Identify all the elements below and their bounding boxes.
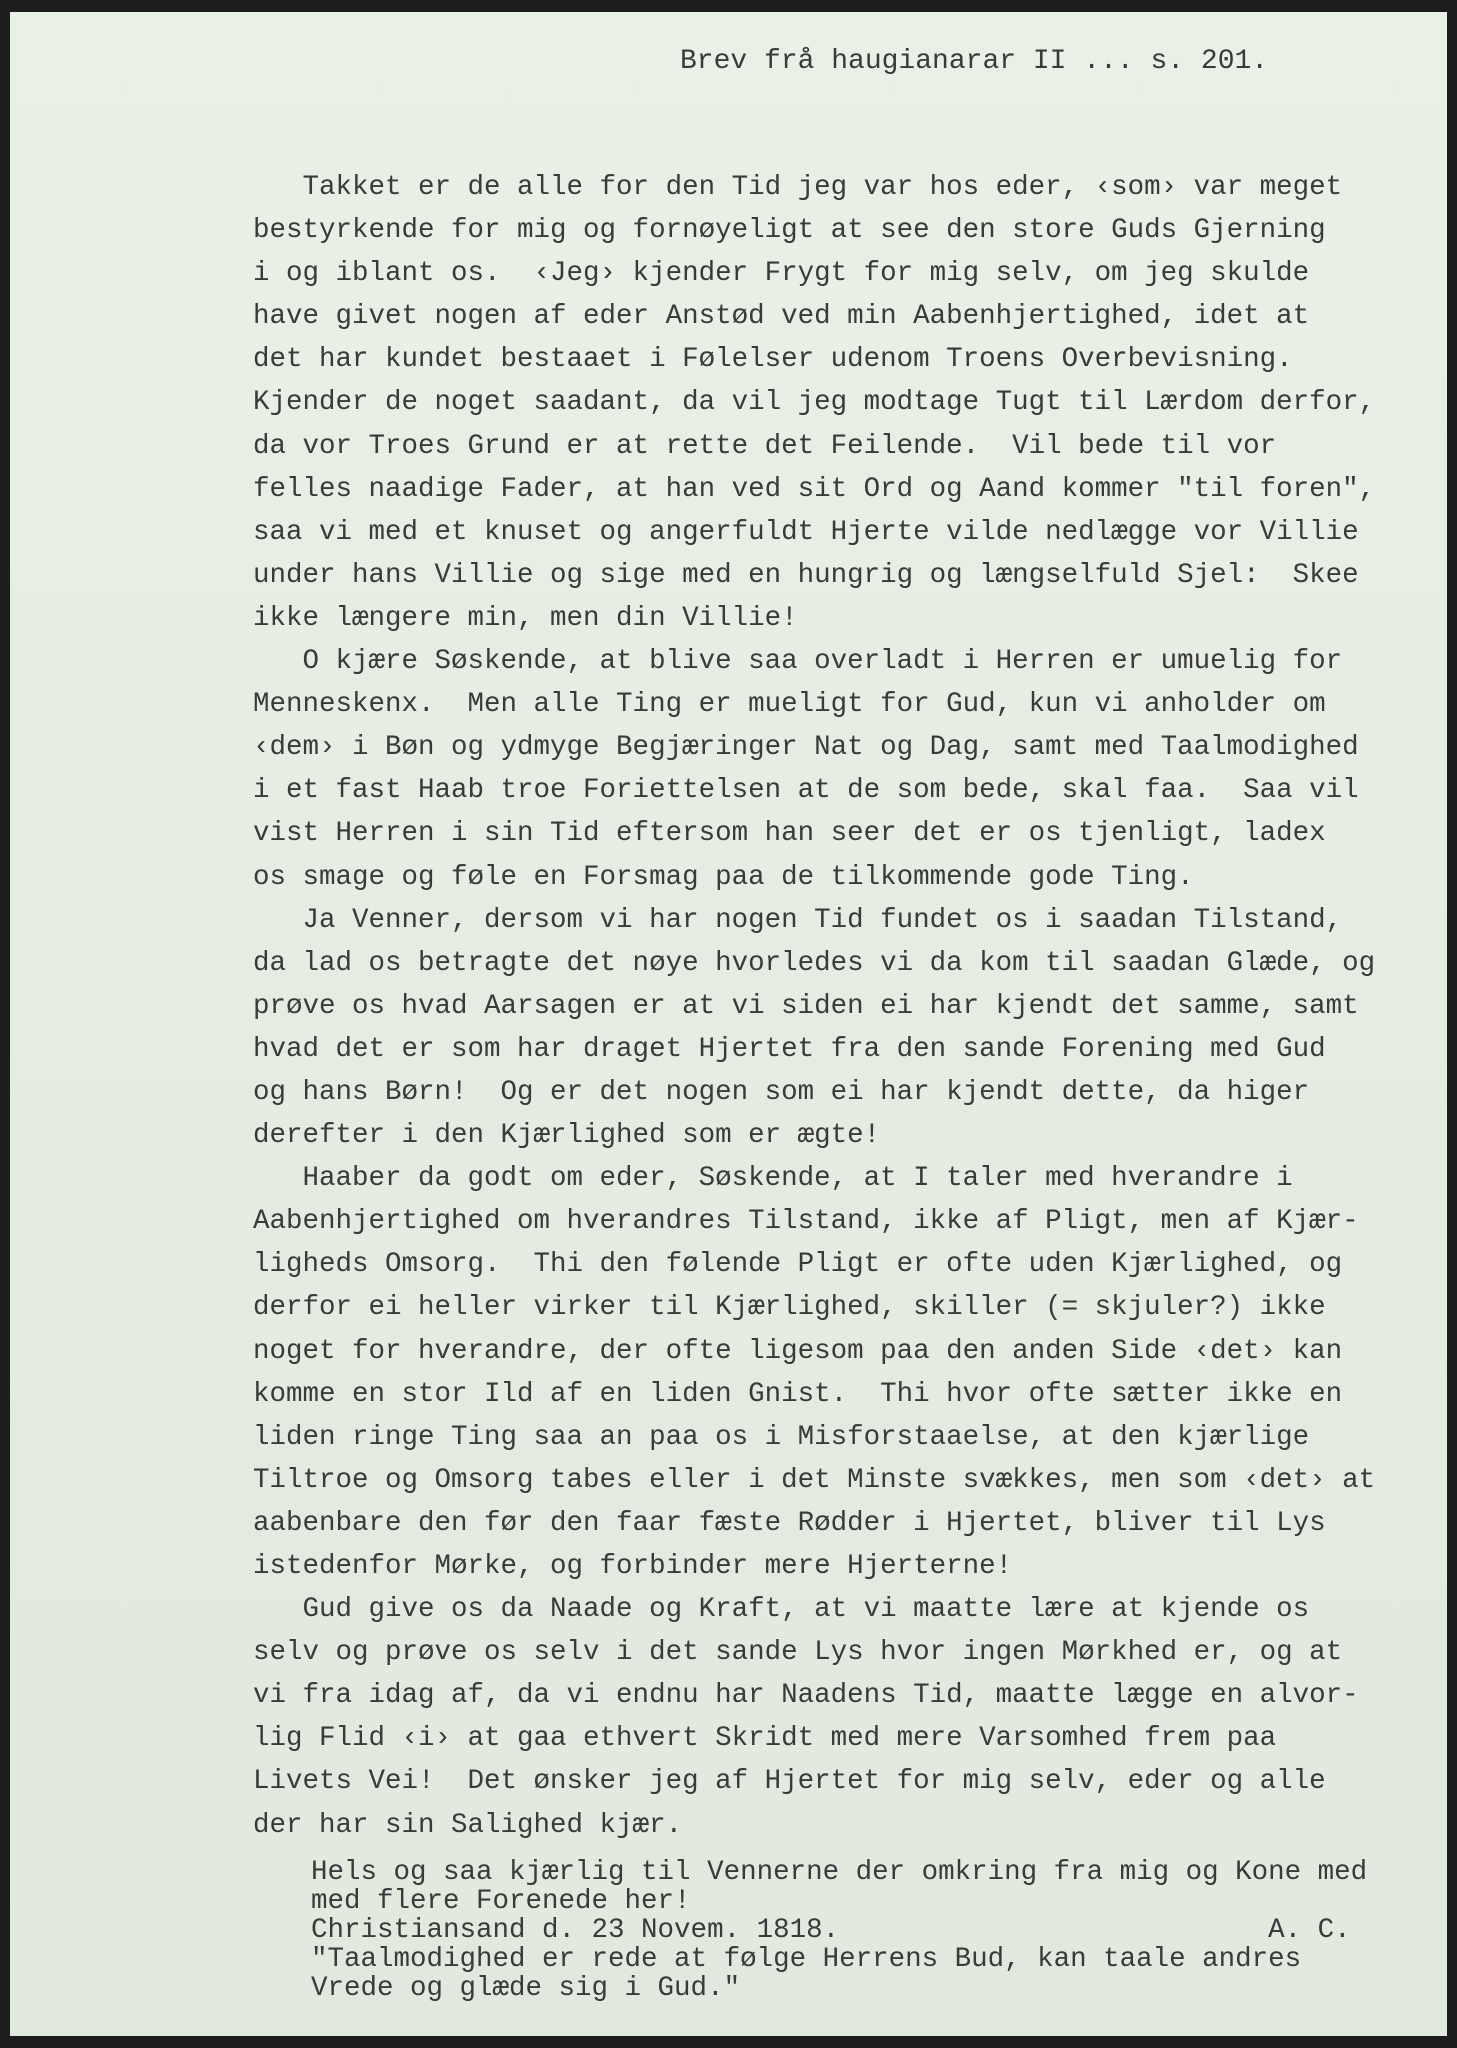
letter-line-21: hvad det er som har draget Hjertet fra den sande Forening med Gud [253, 1033, 1326, 1065]
source-reference: Brev frå haugianarar II ... s. 201. [680, 46, 1269, 77]
letter-line-27: derfor ei heller virker til Kjærlighed, skiller (= skjuler?) ikke [253, 1292, 1326, 1324]
letter-line-33: istedenfor Mørke, og forbinder mere Hjerterne! [253, 1551, 1013, 1582]
letter-line-9: saa vi med et knuset og angerfuldt Hjerte vilde nedlægge vor Villie [253, 516, 1359, 548]
letter-line-6: Kjender de noget saadant, da vil jeg modtage Tugt til Lærdom derfor, [253, 387, 1376, 419]
letter-line-25: Aabenhjertighed om hverandres Tilstand, ikke af Pligt, men af Kjær- [253, 1206, 1359, 1238]
letter-line-14: ‹dem› i Bøn og ydmyge Begjæringer Nat og Dag, samt med Taalmodighed [253, 732, 1359, 764]
closing-line-1: Hels og saa kjærlig til Vennerne der omkring fra mig og Kone med [311, 1857, 1368, 1888]
letter-body [253, 166, 1375, 1847]
letter-line-19: da lad os betragte det nøye hvorledes vi da kom til saadan Glæde, og [253, 947, 1376, 979]
letter-line-17: os smage og føle en Forsmag paa de tilkommende gode Ting. [253, 861, 1194, 893]
letter-line-22: og hans Børn! Og er det nogen som ei har kjendt dette, da higer [253, 1076, 1310, 1108]
letter-line-26: ligheds Omsorg. Thi den følende Pligt er ofte uden Kjærlighed, og [253, 1249, 1343, 1281]
closing-line-2: med flere Forenede her! [311, 1886, 691, 1917]
letter-line-2: bestyrkende for mig og fornøyeligt at see den store Guds Gjerning [253, 215, 1326, 247]
letter-line-12: O kjære Søskende, at blive saa overladt i Herren er umuelig for [253, 646, 1343, 678]
letter-line-31: Tiltroe og Omsorg tabes eller i det Minste svækkes, men som ‹det› at [253, 1464, 1376, 1496]
letter-line-13: Menneskenx. Men alle Ting er mueligt for Gud, kun vi anholder om [253, 689, 1326, 721]
letter-line-15: i et fast Haab troe Foriettelsen at de som bede, skal faa. Saa vil [253, 775, 1359, 807]
letter-line-11: ikke længere min, men din Villie! [253, 602, 798, 634]
letter-line-20: prøve os hvad Aarsagen er at vi siden ei har kjendt det samme, samt [253, 990, 1359, 1022]
letter-line-29: komme en stor Ild af en liden Gnist. Thi hvor ofte sætter ikke en [253, 1378, 1343, 1410]
letter-closing [311, 1858, 1367, 2003]
letter-line-24: Haaber da godt om eder, Søskende, at I taler med hverandre i [253, 1163, 1293, 1195]
letter-line-28: noget for hverandre, der ofte ligesom paa den anden Side ‹det› kan [253, 1335, 1343, 1367]
closing-line-5: Vrede og glæde sig i Gud." [311, 1973, 741, 2004]
letter-line-7: da vor Troes Grund er at rette det Feilende. Vil bede til vor [253, 430, 1277, 462]
letter-line-4: have givet nogen af eder Anstød ved min Aabenhjertighed, idet at [253, 301, 1310, 333]
closing-line-4: "Taalmodighed er rede at følge Herrens Bud, kan taale andres [311, 1944, 1302, 1975]
letter-line-37: lig Flid ‹i› at gaa ethvert Skridt med mere Varsomhed frem paa [253, 1723, 1277, 1755]
letter-line-39: der har sin Salighed kjær. [253, 1809, 683, 1841]
letter-line-35: selv og prøve os selv i det sande Lys hvor ingen Mørkhed er, og at [253, 1637, 1343, 1669]
document-page [10, 12, 1447, 2036]
closing-line-3: Christiansand d. 23 Novem. 1818. A. C. [311, 1915, 1351, 1946]
letter-line-32: aabenbare den før den faar fæste Rødder i Hjertet, bliver til Lys [253, 1507, 1326, 1539]
letter-line-23: derefter i den Kjærlighed som er ægte! [253, 1120, 881, 1152]
letter-line-16: vist Herren i sin Tid eftersom han seer det er os tjenligt, ladex [253, 818, 1326, 850]
letter-line-3: i og iblant os. ‹Jeg› kjender Frygt for mig selv, om jeg skulde [253, 258, 1310, 290]
letter-line-34: Gud give os da Naade og Kraft, at vi maatte lære at kjende os [253, 1594, 1310, 1626]
letter-line-38: Livets Vei! Det ønsker jeg af Hjertet for mig selv, eder og alle [253, 1766, 1326, 1798]
letter-line-5: det har kundet bestaaet i Følelser udenom Troens Overbevisning. [253, 344, 1293, 376]
letter-line-1: Takket er de alle for den Tid jeg var hos eder, ‹som› var meget [253, 172, 1343, 203]
letter-line-18: Ja Venner, dersom vi har nogen Tid fundet os i saadan Tilstand, [253, 904, 1343, 936]
letter-line-10: under hans Villie og sige med en hungrig og længselfuld Sjel: Skee [253, 559, 1359, 591]
letter-line-30: liden ringe Ting saa an paa os i Misforstaaelse, at den kjærlige [253, 1421, 1310, 1453]
letter-line-8: felles naadige Fader, at han ved sit Ord og Aand kommer "til foren", [253, 473, 1376, 505]
letter-line-36: vi fra idag af, da vi endnu har Naadens Tid, maatte lægge en alvor- [253, 1680, 1359, 1712]
